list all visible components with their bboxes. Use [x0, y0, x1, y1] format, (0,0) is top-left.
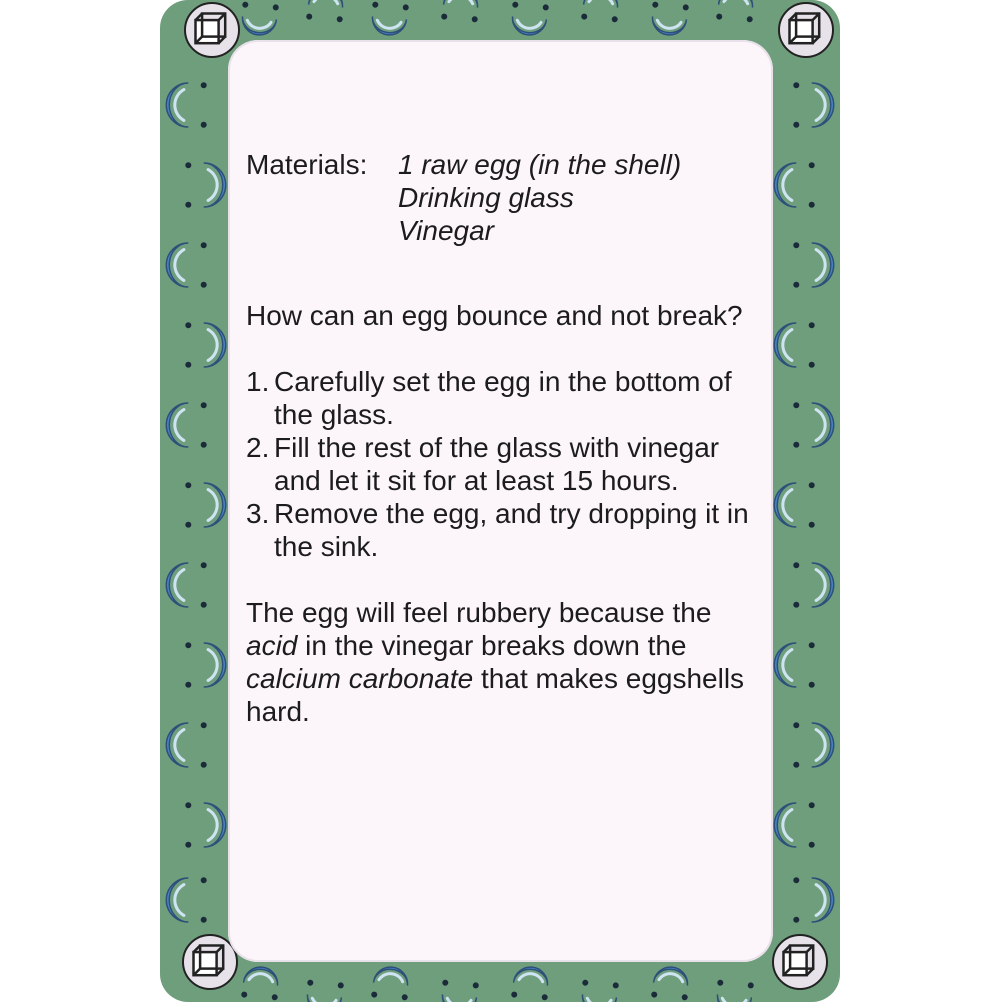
materials-section [246, 148, 766, 247]
material-item: Vinegar [398, 215, 495, 246]
crescent-moon-icon [305, 979, 344, 1002]
crescent-moon-icon [166, 877, 206, 923]
cube-gem-icon [773, 935, 827, 989]
crescent-moon-icon [166, 402, 206, 448]
crescent-moon-icon [166, 722, 206, 768]
steps-list [246, 365, 766, 563]
crescent-moon-icon [774, 162, 814, 208]
explanation-part: in the vinegar breaks down the [297, 630, 687, 661]
card-content [246, 148, 766, 728]
crescent-moon-icon [793, 242, 833, 288]
crescent-moon-icon [371, 966, 410, 1001]
crescent-moon-icon [793, 82, 833, 128]
crescent-moon-icon [793, 562, 833, 608]
crescent-moon-icon [716, 0, 755, 23]
material-item: 1 raw egg (in the shell) [398, 149, 682, 180]
crescent-moon-icon [185, 642, 225, 688]
term-acid: acid [246, 630, 298, 661]
step-number: 3. [246, 498, 270, 529]
crescent-moon-icon [185, 482, 225, 528]
cube-gem-icon [183, 935, 237, 989]
crescent-moon-icon [440, 979, 479, 1002]
question-text: How can an egg bounce and not break? [246, 300, 743, 331]
crescent-moon-icon [774, 322, 814, 368]
crescent-moon-icon [581, 0, 620, 23]
crescent-moon-icon [306, 0, 345, 23]
step-item [246, 431, 766, 497]
crescent-moon-icon [774, 802, 814, 848]
explanation-part: that makes eggshells hard. [246, 663, 745, 727]
crescent-moon-icon [241, 966, 280, 1001]
crescent-moon-icon [650, 1, 689, 36]
crescent-moon-icon [793, 877, 833, 923]
step-item [246, 365, 766, 431]
materials-list [398, 148, 681, 247]
crescent-moon-icon [166, 242, 206, 288]
step-text: Remove the egg, and try dropping it in the sink. [274, 498, 749, 562]
step-item [246, 497, 766, 563]
crescent-moon-icon [715, 979, 754, 1002]
crescent-moon-icon [166, 82, 206, 128]
crescent-moon-icon [166, 562, 206, 608]
step-number: 1. [246, 366, 270, 397]
term-calcium-carbonate: calcium carbonate [246, 663, 474, 694]
explanation-text [246, 596, 766, 728]
crescent-moon-icon [185, 162, 225, 208]
explanation-part: The egg will feel rubbery because the [246, 597, 712, 628]
crescent-moon-icon [511, 966, 550, 1001]
cube-gem-icon [779, 3, 833, 57]
crescent-moon-icon [510, 1, 549, 36]
crescent-moon-icon [185, 802, 225, 848]
card-panel [228, 40, 773, 962]
step-text: Fill the rest of the glass with vinegar and let it sit for at least 15 hours. [274, 432, 720, 496]
crescent-moon-icon [240, 1, 279, 36]
crescent-moon-icon [774, 482, 814, 528]
step-number: 2. [246, 432, 270, 463]
crescent-moon-icon [774, 642, 814, 688]
crescent-moon-icon [793, 722, 833, 768]
crescent-moon-icon [370, 1, 409, 36]
material-item: Drinking glass [398, 182, 574, 213]
crescent-moon-icon [441, 0, 480, 23]
step-text: Carefully set the egg in the bottom of the glass. [274, 366, 732, 430]
crescent-moon-icon [651, 966, 690, 1001]
science-card [160, 0, 840, 1002]
cube-gem-icon [185, 3, 239, 57]
crescent-moon-icon [793, 402, 833, 448]
materials-label: Materials: [246, 149, 368, 180]
crescent-moon-icon [580, 979, 619, 1002]
crescent-moon-icon [185, 322, 225, 368]
